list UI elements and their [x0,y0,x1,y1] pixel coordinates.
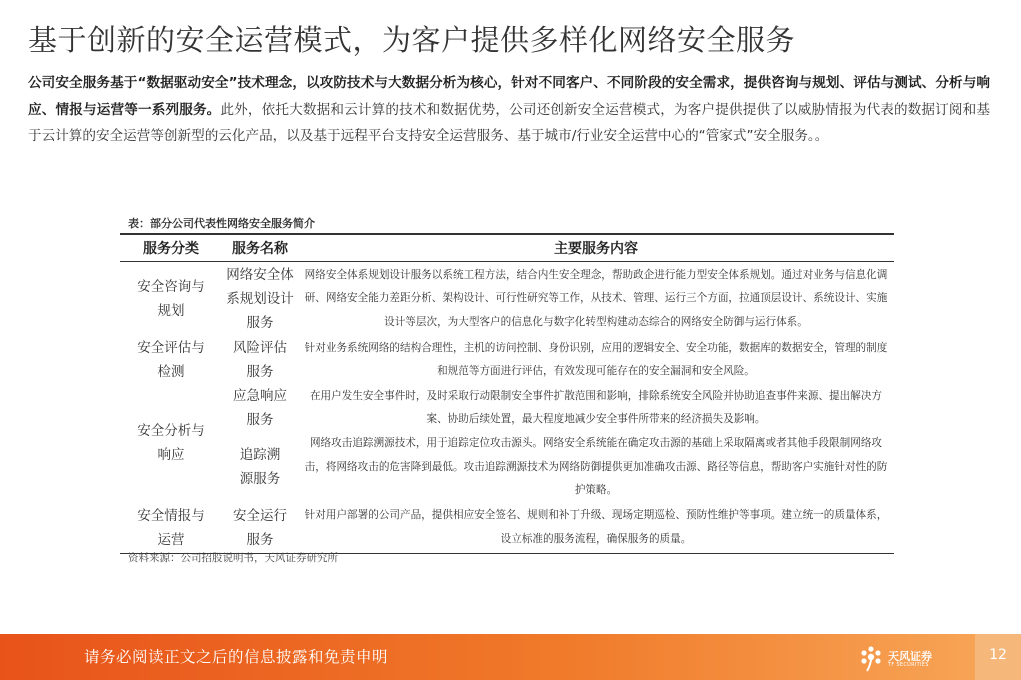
disclaimer-text: 请务必阅读正文之后的信息披露和免责申明 [84,648,389,666]
row-category-text: 安全分析与响应 [137,423,205,464]
row-category-text: 安全咨询与规划 [137,279,205,319]
row-content: 网络安全体系规划设计服务以系统工程方法，结合内生安全理念，帮助政企进行能力型安全体系规划。通过对业务与信息化调研、网络安全能力差距分析、架构设计、可行性研究等工作，从技术、管理、运行三个方面，拉通顶层设计、系统设计、实施设计等层次，为大型客户的信息化与数字化转型构建动态综合的网络安全防御与运行体系。 [304,268,888,328]
intro-normal-text: 此外，依托大数据和云计算的技术和数据优势，公司还创新安全运营模式，为客户提供提供了以威胁情报为代表的数据订阅和基于云计算的安全运营等创新型的云化产品，以及基于远程平台支持安全运营服务、基于城市/行业安全运营中心的“管家式”安全服务。。 [28,101,991,144]
row-category [120,384,222,503]
intro-bold-text: 公司安全服务基于“数据驱动安全”技术理念，以攻防技术与大数据分析为核心，针对不同客户、不同阶段的安全需求，提供咨询与规划、评估与测试、分析与响应、情报与运营等一系列服务。 [28,75,990,118]
row-content: 网络攻击追踪溯源技术，用于追踪定位攻击源头。网络安全系统能在确定攻击源的基础上采取隔离或者其他手段限制网络攻击，将网络攻击的危害降到最低。攻击追踪溯源技术为网络防御提供更加准确攻击源、路径等信息，帮助客户实施针对性的防护策略。 [304,437,888,496]
row-content: 针对用户部署的公司产品，提供相应安全签名、规则和补丁升级、现场定期巡检、预防性维护等事项。建立统一的质量体系，设立标准的服务流程，确保服务的质量。 [298,503,894,554]
source-note: 资料来源：公司招股说明书，天风证券研究所 [128,552,338,564]
page-number-box [975,634,1021,680]
services-table-container [120,233,894,554]
row-category-text: 安全情报与运营 [137,507,205,548]
services-table [120,233,894,554]
table-header-row [120,234,894,262]
page-number: 12 [989,647,1007,663]
row-service-text: 应急响应服务 [233,388,287,428]
row-content: 在用户发生安全事件时，及时采取行动限制安全事件扩散范围和影响，排除系统安全风险并协助追查事件来源、提出解决方案、协助后续处置，最大程度地减少安全事件所带来的经济损失及影响。 [309,389,883,425]
row-service-text: 网络安全体系规划设计服务 [226,267,294,331]
row-service-text: 风险评估服务 [233,340,287,380]
footer-bar [0,634,1021,680]
table-caption: 表：部分公司代表性网络安全服务简介 [128,217,315,230]
header-category: 服务分类 [120,234,222,262]
brand-name: 天风证券 [888,650,932,663]
table-row [120,384,894,432]
intro-paragraph [28,70,990,150]
row-category [120,503,222,554]
page-title: 基于创新的安全运营模式，为客户提供多样化网络安全服务 [28,23,796,57]
header-content: 主要服务内容 [298,234,894,262]
table-row [120,262,894,337]
brand-logo [858,643,968,673]
row-category [120,262,222,337]
row-service [222,503,298,554]
row-service [222,384,298,432]
flower-logo-icon [858,644,884,672]
row-category-text: 安全评估与检测 [137,340,205,380]
row-category [120,336,222,384]
table-row [120,503,894,554]
header-service: 服务名称 [222,234,298,262]
row-service [222,262,298,337]
row-content: 针对业务系统网络的结构合理性，主机的访问控制、身份识别，应用的逻辑安全、安全功能，数据库的数据安全，管理的制度和规范等方面进行评估，有效发现可能存在的安全漏洞和安全风险。 [304,341,888,377]
table-row [120,432,894,503]
table-row [120,336,894,384]
row-service [222,432,298,503]
row-service-text: 安全运行服务 [233,507,287,548]
brand-subtitle: TF SECURITIES [888,662,929,668]
row-service-text: 追踪溯源服务 [239,447,281,488]
row-service [222,336,298,384]
